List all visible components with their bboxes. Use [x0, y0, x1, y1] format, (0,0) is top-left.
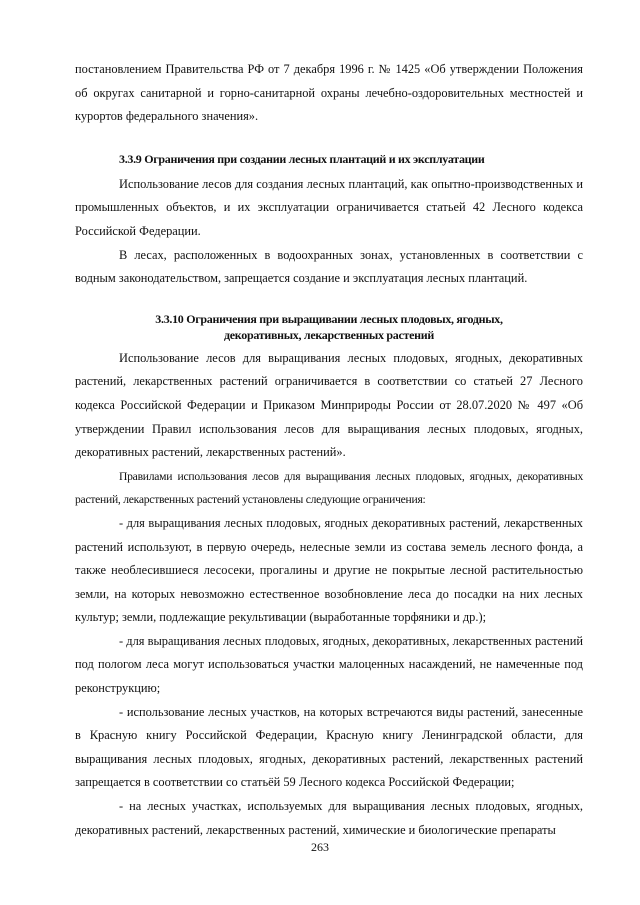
paragraph-3-3-10-1: Использование лесов для выращивания лесных плодовых, ягодных, декоративных растений, лекарственных растений ограничивается в соответствии со статьей 27 Лесного кодекса Российской Федерации и Приказом Минприроды России от 28.07.2020 № 497 «Об утверждении Правил использования лесов для выращивания лесных плодовых, ягодных, декоративных растений, лекарственных растений».	[75, 350, 583, 460]
list-item-4: - на лесных участках, используемых для выращивания лесных плодовых, ягодных, декоративных растений, лекарственных растений, химические и биологические препараты	[75, 799, 583, 837]
page-number: 263	[311, 840, 329, 854]
section-heading-3-3-10	[75, 311, 583, 343]
section-heading-3-3-10-line-2: декоративных, лекарственных растений	[224, 327, 434, 342]
section-heading-3-3-9: 3.3.9 Ограничения при создании лесных плантаций и их эксплуатации	[119, 151, 485, 166]
list-item-1: - для выращивания лесных плодовых, ягодных декоративных растений, лекарственных растений используют, в первую очередь, нелесные земли из состава земель лесного фонда, а также необлесившиеся лесосеки, прогалины и другие не покрытые лесной растительностью земли, на которых невозможно естественное возобновление леса до посадки на них лесных культур; земли, подлежащие рекультивации (выработанные торфяники и др.);	[75, 515, 583, 625]
intro-paragraph: постановлением Правительства РФ от 7 декабря 1996 г. № 1425 «Об утверждении Положения об округах санитарной и горно-санитарной охраны лечебно-оздоровительных местностей и курортов федерального значения».	[75, 62, 583, 124]
document-page	[75, 58, 583, 842]
list-item-2: - для выращивания лесных плодовых, ягодных, декоративных, лекарственных растений под пологом леса могут использоваться участки малоценных насаждений, не намеченные под реконструкцию;	[75, 633, 583, 696]
section-heading-3-3-10-line-1: 3.3.10 Ограничения при выращивании лесных плодовых, ягодных,	[155, 311, 503, 326]
paragraph-3-3-10-2: Правилами использования лесов для выращивания лесных плодовых, ягодных, декоративных растений, лекарственных растений установлены следующие ограничения:	[75, 469, 583, 507]
paragraph-3-3-9-1: Использование лесов для создания лесных плантаций, как опытно-производственных и промышленных объектов, и их эксплуатации ограничивается статьей 42 Лесного кодекса Российской Федерации.	[75, 176, 583, 238]
paragraph-3-3-9-2: В лесах, расположенных в водоохранных зонах, установленных в соответствии с водным законодательством, запрещается создание и эксплуатация лесных плантаций.	[75, 247, 583, 286]
list-item-3: - использование лесных участков, на которых встречаются виды растений, занесенные в Красную книгу Российской Федерации, Красную книгу Ленинградской области, для выращивания лесных плодовых, ягодных, декоративных растений, лекарственных растений запрещается в соответствии со статьёй 59 Лесного кодекса Российской Федерации;	[75, 704, 583, 790]
